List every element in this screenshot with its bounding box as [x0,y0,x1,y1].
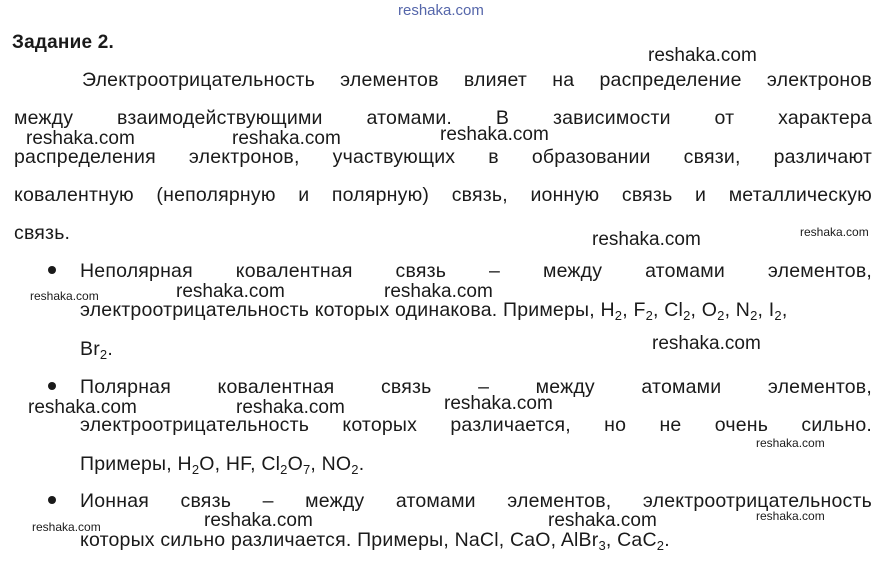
paragraph-line-5: связь. [14,222,71,244]
bullet-3-text: которых сильно различается. Примеры, NaCl, CaO, AlBr [80,529,599,551]
formula-part: , I [757,299,775,321]
bullet-1-text: электроотрицательность которых одинакова. Примеры, [80,299,601,321]
formula-part: , N [724,299,751,321]
watermark: reshaka.com [756,509,825,523]
watermark: reshaka.com [444,393,553,414]
bullet-dot [48,496,56,504]
watermark: reshaka.com [756,436,825,450]
subscript: 2 [614,308,623,323]
formula-part: , NO [310,453,352,475]
watermark: reshaka.com [26,128,135,149]
subscript: 2 [683,308,691,323]
formula-part: , Cl [653,299,684,321]
watermark: reshaka.com [548,510,657,531]
paragraph-line-4: ковалентную (неполярную и полярную) связь, ионную связь и металлическую [14,184,872,206]
site-header-watermark: reshaka.com [398,2,484,19]
bullet-dot [48,382,56,390]
subscript: 2 [717,308,725,323]
bullet-3-line-2 [80,527,872,553]
subscript: 2 [645,308,654,323]
bullet-1-line-1: Неполярная ковалентная связь – между атомами элементов, [80,260,872,282]
bullet-2-line-2: электроотрицательность которых различается, но не очень сильно. [80,414,872,436]
formula-part: . [107,338,113,360]
watermark: reshaka.com [652,333,761,354]
subscript: 3 [598,538,606,553]
formula-part: O [287,453,303,475]
bullet-2-line-1: Полярная ковалентная связь – между атомами элементов, [80,376,872,398]
subscript: 2 [750,308,758,323]
formula-part: O, HF, Cl [199,453,281,475]
watermark: reshaka.com [204,510,313,531]
watermark: reshaka.com [440,124,549,145]
bullet-3-line-1: Ионная связь – между атомами элементов, электроотрицательность [80,490,872,512]
watermark: reshaka.com [592,229,701,250]
formula-part: , CaC [605,529,657,551]
bullet-dot [48,266,56,274]
paragraph-line-3: распределения электронов, участвующих в образовании связи, различают [14,146,872,168]
formula-part: Br [80,338,100,360]
watermark: reshaka.com [28,397,137,418]
subscript: 2 [191,462,200,477]
bullet-2-line-3 [80,451,872,477]
formula-part: , F [622,299,646,321]
paragraph-line-2: между взаимодействующими атомами. В зависимости от характера [14,107,872,129]
watermark: reshaka.com [800,225,869,239]
formula-part: , O [690,299,718,321]
formula-part: , [781,299,788,321]
watermark: reshaka.com [176,281,285,302]
formula-part: . [664,529,670,551]
subscript: 2 [656,538,665,553]
subscript: 2 [280,462,288,477]
watermark: reshaka.com [648,45,757,66]
task-title: Задание 2. [12,32,114,53]
formula-part: H [177,453,192,475]
formula-part: H [600,299,615,321]
formula-part: . [358,453,365,475]
subscript: 2 [99,347,108,362]
subscript: 7 [302,462,311,477]
watermark: reshaka.com [32,520,101,534]
watermark: reshaka.com [30,289,99,303]
bullet-2-text: Примеры, [80,453,178,475]
paragraph-line-1: Электроотрицательность элементов влияет на распределение электронов [82,69,872,91]
subscript: 2 [774,308,782,323]
watermark: reshaka.com [384,281,493,302]
watermark: reshaka.com [232,128,341,149]
subscript: 2 [351,462,359,477]
watermark: reshaka.com [236,397,345,418]
